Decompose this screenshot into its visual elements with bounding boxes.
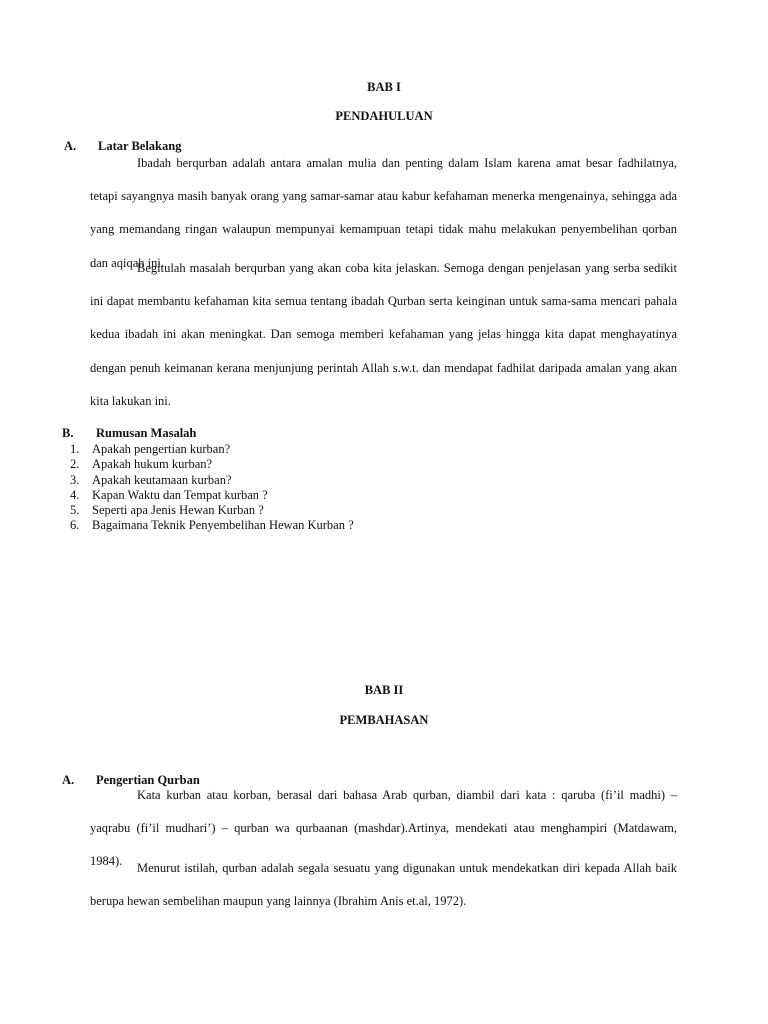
section-rumusan-masalah-heading	[62, 426, 196, 441]
section-title: Latar Belakang	[98, 139, 182, 153]
list-item: 1. Apakah pengertian kurban?	[70, 442, 231, 456]
chapter-2-number: BAB II	[364, 683, 404, 697]
list-item: 6. Bagaimana Teknik Penyembelihan Hewan Kurban ?	[70, 518, 354, 533]
list-item: 4. Kapan Waktu dan Tempat kurban ?	[70, 487, 268, 502]
latar-belakang-paragraph-1: Ibadah berqurban adalah antara amalan mulia dan penting dalam Islam karena amat besar fadhilatnya, tetapi sayangnya masih banyak orang yang samar-samar atau kabur kefahaman menerka mengenainya, sehingga ada yang memandang ringan walaupun mempunyai kemampuan tetapi tidak mahu melakukan penyembelihan qorban dan aqiqah ini.	[90, 156, 677, 270]
list-item: 5. Seperti apa Jenis Hewan Kurban ?	[70, 503, 264, 518]
list-item: 3. Apakah keutamaan kurban?	[70, 472, 232, 487]
section-letter: A.	[62, 773, 75, 787]
section-title: Pengertian Qurban	[96, 773, 200, 787]
pengertian-qurban-paragraph-2: Menurut istilah, qurban adalah segala sesuatu yang digunakan untuk mendekatkan diri kepada Allah baik berupa hewan sembelihan maupun yang lainnya (Ibrahim Anis et.al, 1972).	[90, 861, 677, 909]
pengertian-qurban-paragraph-1: Kata kurban atau korban, berasal dari bahasa Arab qurban, diambil dari kata : qaruba (fi’il madhi) – yaqrabu (fi’il mudhari’) – qurban wa qurbaanan (mashdar).Artinya, mendekati atau menghampiri (Matdawam, 1984).	[90, 788, 677, 869]
section-letter: A.	[64, 139, 77, 153]
section-title: Rumusan Masalah	[96, 426, 197, 440]
chapter-2-title: PEMBAHASAN	[339, 713, 429, 727]
rumusan-masalah-list	[64, 442, 354, 534]
latar-belakang-paragraph-2: Begitulah masalah berqurban yang akan coba kita jelaskan. Semoga dengan penjelasan yang serba sedikit ini dapat membantu kefahaman kita semua tentang ibadah Qurban serta keinginan untuk sama-sama mencari pahala kedua ibadah ini akan meningkat. Dan semoga memberi kefahaman yang jelas hingga kita dapat menghayatinya dengan penuh keimanan kerana menjunjung perintah Allah s.w.t. dan mendapat fadhilat daripada amalan yang akan kita lakukan ini.	[90, 261, 677, 408]
list-item: 2. Apakah hukum kurban?	[70, 457, 213, 472]
chapter-1-number: BAB I	[367, 80, 401, 94]
section-letter: B.	[62, 426, 74, 440]
chapter-1-title: PENDAHULUAN	[335, 109, 433, 123]
